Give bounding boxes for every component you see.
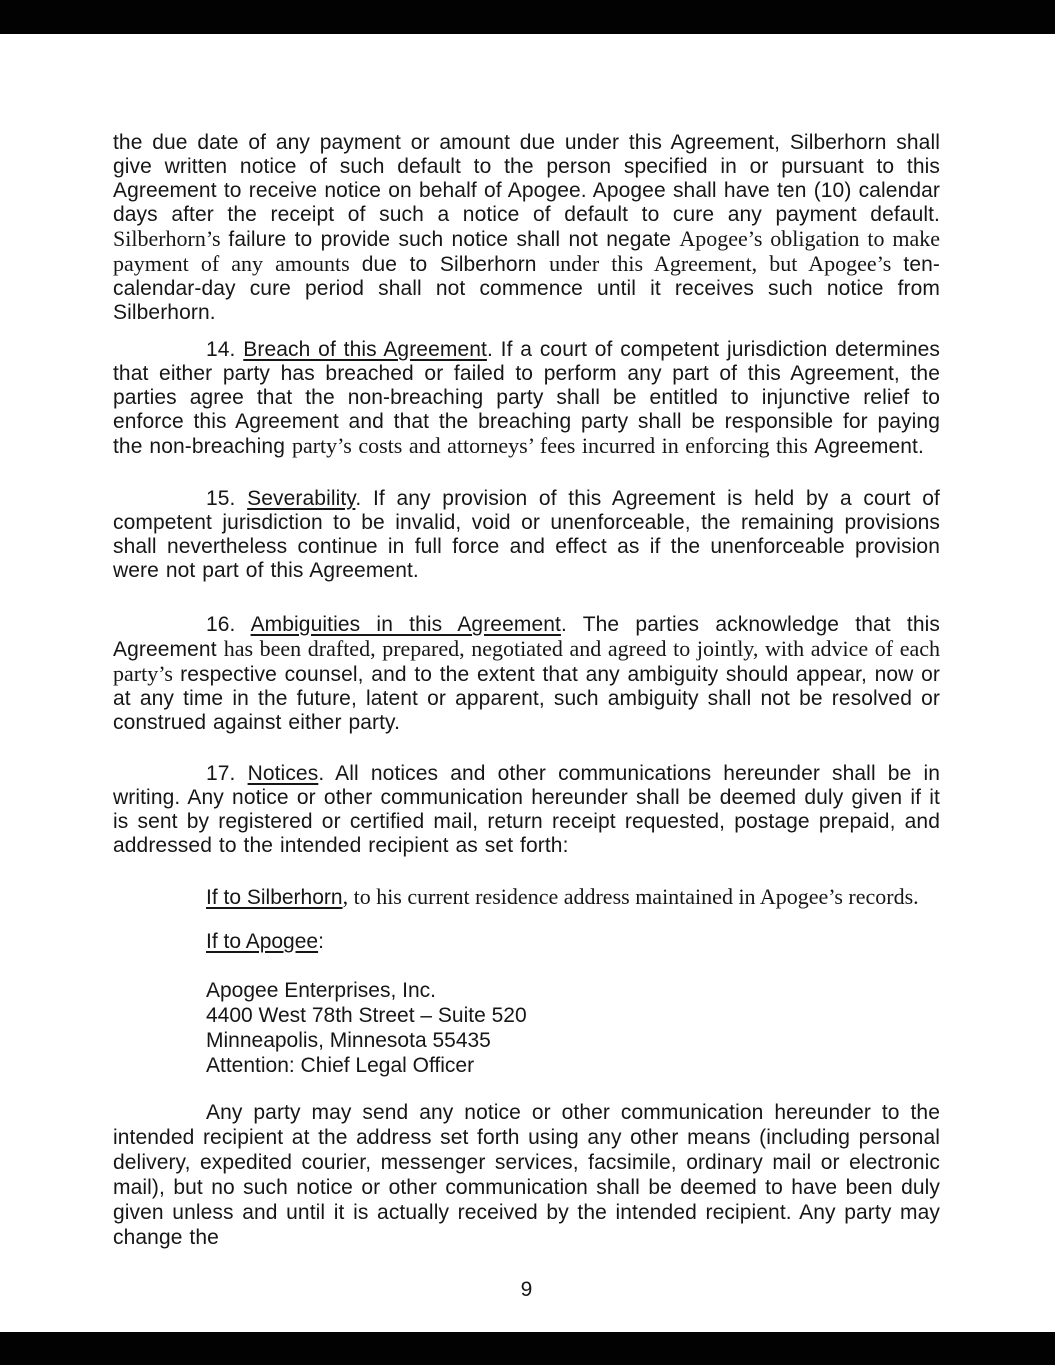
address-street: 4400 West 78th Street – Suite 520 bbox=[206, 1004, 527, 1027]
notice-line-silberhorn bbox=[206, 885, 940, 910]
scan-edge-bar-top bbox=[0, 0, 1055, 34]
section-heading-ambiguities: Ambiguities in this Agreement bbox=[250, 613, 561, 636]
paragraph-16-ambiguities bbox=[113, 613, 940, 735]
body-text: . All notices and other communications hereunder shall be in writing. Any notice or other communication hereunder shall be deemed duly given if it is sent by registered or certified mail, return receipt requested, postage prepaid, and addressed to the intended recipient as set forth: bbox=[113, 762, 940, 857]
body-text: Agreement. bbox=[814, 435, 924, 458]
paragraph-17-notices bbox=[113, 762, 940, 858]
body-text: : bbox=[318, 930, 324, 953]
paragraph-14-breach bbox=[113, 338, 940, 459]
address-attention: Attention: Chief Legal Officer bbox=[206, 1054, 475, 1077]
paragraph-closing bbox=[113, 1100, 940, 1250]
body-text: . If any provision of this Agreement is held by a court of competent jurisdiction to be invalid, void or unenforceable, the remaining provisions shall nevertheless continue in full force and effect as if the unenforceable provision were not part of this Agreement. bbox=[113, 487, 940, 582]
body-text-serif: Silberhorn’s bbox=[113, 226, 229, 251]
section-heading-severability: Severability bbox=[247, 487, 356, 510]
notice-heading-apogee: If to Apogee bbox=[206, 930, 319, 953]
body-text: failure to provide such notice shall not negate bbox=[228, 228, 680, 251]
body-text: Any party may send any notice or other communication hereunder to the intended recipient at the address set forth using any other means (including personal delivery, expedited courier, messenger services, facsimile, ordinary mail or electronic mail), but no such notice or other communication shall be deemed to have been duly given unless and until it is actually received by the intended recipient. Any party may change the bbox=[113, 1101, 940, 1249]
body-text: ten-calendar-day cure period shall not commence until it receives such notice from Silberhorn. bbox=[113, 253, 941, 324]
notice-heading-silberhorn: If to Silberhorn bbox=[206, 886, 343, 909]
paragraph-continuation bbox=[113, 131, 940, 325]
page-number: 9 bbox=[520, 1278, 533, 1301]
body-text: due to Silberhorn bbox=[361, 253, 550, 276]
body-text-serif: , to his current residence address maintained in Apogee’s records. bbox=[342, 884, 919, 909]
body-text: . The parties acknowledge that this Agreement bbox=[113, 613, 940, 661]
body-text-serif: has been drafted, prepared, negotiated and agreed to jointly, with advice of each party’s bbox=[113, 636, 940, 686]
section-number: 15. bbox=[206, 487, 248, 510]
body-text-serif: under this Agreement, but Apogee’s bbox=[549, 251, 904, 276]
section-number: 17. bbox=[206, 762, 248, 785]
section-heading-notices: Notices bbox=[247, 762, 319, 785]
body-text: . If a court of competent jurisdiction determines that either party has breached or failed to perform any part of this Agreement, the parties agree that the non-breaching party shall be entitled to injunctive relief to enforce this Agreement and that the breaching party shall be responsible for paying the non-breaching bbox=[113, 338, 941, 458]
notice-line-apogee bbox=[206, 930, 940, 954]
address-city: Minneapolis, Minnesota 55435 bbox=[206, 1029, 491, 1052]
body-text: respective counsel, and to the extent that any ambiguity should appear, now or at any time in the future, latent or apparent, such ambiguity shall not be resolved or construed against either party. bbox=[113, 663, 940, 734]
apogee-address-block bbox=[206, 978, 527, 1078]
section-heading-breach: Breach of this Agreement bbox=[243, 338, 487, 361]
scan-edge-bar-bottom bbox=[0, 1332, 1055, 1365]
section-number: 16. bbox=[206, 613, 251, 636]
body-text: the due date of any payment or amount due under this Agreement, Silberhorn shall give written notice of such default to the person specified in or pursuant to this Agreement to receive notice on behalf of Apogee. Apogee shall have ten (10) calendar days after the receipt of such a notice of default to cure any payment default. bbox=[113, 131, 940, 226]
address-company: Apogee Enterprises, Inc. bbox=[206, 979, 436, 1002]
body-text-serif: party’s costs and attorneys’ fees incurred in enforcing this bbox=[291, 433, 815, 458]
section-number: 14. bbox=[206, 338, 244, 361]
paragraph-15-severability bbox=[113, 487, 940, 583]
body-text-serif: Apogee’s obligation to make payment of any amounts bbox=[113, 226, 940, 276]
